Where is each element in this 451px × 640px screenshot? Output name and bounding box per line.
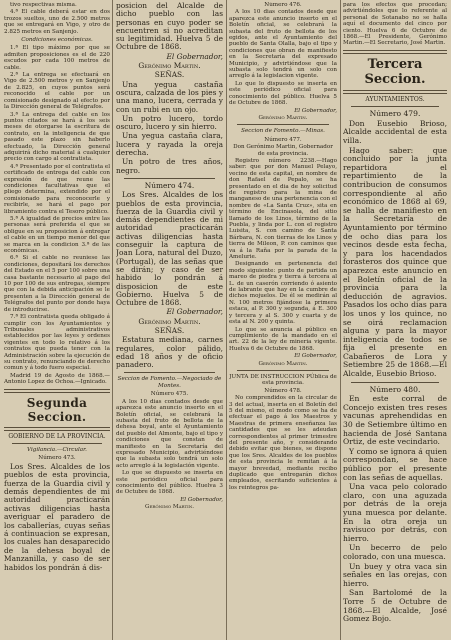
signature-title: El Gobernador, <box>294 107 337 114</box>
heading: SEÑAS. <box>154 325 185 335</box>
paragraph: Una yegua castaña oscura, calzada de los pies y una mano, lucera, cerrada y con un rubi en un ojo. <box>116 79 223 114</box>
paragraph: Lo que se anuncia al público en cumplimiento de la mandado en el art. 22 de la ley de mineria vigente. Huelva 6 de Octubre de 1868. <box>229 326 337 352</box>
signature-title: El Gobernador, <box>180 496 223 503</box>
paragraph: Lo que se dispuesto se inserta en este periódico oficial para conocimiento del público. Huelva 3 de Octubre de 1868. <box>116 470 223 496</box>
notice-number: Número 480. <box>369 384 421 394</box>
divider <box>4 427 110 431</box>
signature-title: El Gobernador, <box>166 51 223 61</box>
notice-number: Número 474. <box>144 180 195 190</box>
paragraph: Designando en pertenencia del modo siguiente: punto de partida un mareo de piedra y tierra á tercera al L. de un caserón corriendo ó asiento de labrante que hay en la cumbre de dichos mojuelos. De él se medirán al N. 100 metros fijándose la primera estaca, al P. 300 y segunda, á E. 300 y tercera y al S. 300 y cuarta y de esta al N. 200 y quinta. <box>229 261 337 326</box>
paragraph: Una vaca pelo colorado claro, con una aguzada por detrás de la oreja yuna muesca por delante. En la otra oreja un ravisuco por detrás, con hierro. <box>343 482 447 543</box>
paragraph: Hago saber: que concluido por la junta repartidora el repartimiento de la contribucion de consumos correspondiente al año económico de 1868 al 69, se halla de manifiesto en la Secretaría de Ayuntamiento por término de ocho dias para los vecinos desde esta fecha, y para los hacendados forasteros dos quince que aparezca este anuncio en el Boletín oficial de la provincia para la deducción de agravios. Pasados los ocho dias para los unos y los quince, no se oirá reclamacion alguna y para la mayor inteligencia de todos se fija el presente en Cabañeros de Lora y Setiembre 25 de 1868.—El Alcalde, Eusebio Brioso. <box>343 145 447 379</box>
paragraph: Una yegua castaña clara, lucera y rayada la oreja derecha. <box>116 131 223 158</box>
signature-name: Gerónimo Martin. <box>145 504 194 511</box>
heading: JUNTA DE INSTRUCCION PÚblica de esta provincia. <box>229 373 337 387</box>
paragraph: 6.ª Si el cable no reuniese las condiciones, depositará los derechos del Estado en el 5 por 100 sobre una casa bastante necesario al pago del 10 por 100 de sus entregas, siempre que con la debida anticipación se le presenten a la Dirección general de Telégrafos del punto por donde haya de introducirse. <box>4 255 110 313</box>
paragraph: Un becerro de pelo colorado, con una muesca. <box>343 543 447 561</box>
notice-number: Número 475. <box>150 391 189 398</box>
paragraph: 4.ª Presentado por el contratista el certificado de entrega del cable con expresión de que reune las condiciones facultativas que el pliego determina, extendido por el comisionado para reconocerle y recibirle, se hará el pago por libramiento contra el Tesoro público. <box>4 163 110 215</box>
paragraph: Y como se ignora á quien correspondan, se hace público por el presente con las señas de aquellas. <box>343 446 447 482</box>
column-1 <box>4 2 110 638</box>
divider <box>343 90 447 94</box>
paragraph: Los Sres. Alcaldes de los pueblos de esta provincia, fuerza de la Guardia civil y demás dependientes de mi autoridad practicarán activas diligencias hasta conseguir la captura de Joan Lora, natural del Duzo, (Portugal), de las señas que se dirán; y caso de ser habido lo pondrán á disposicion de este Gobierno. Huelva 5 de Octubre de 1868. <box>116 190 223 308</box>
paragraph: En este corral de Concejo existen tres reses vacunas aprehendidas en 30 de Setiembre último en hacienda de José Santana Ortiz, de este vecindario. <box>343 394 447 447</box>
divider <box>4 389 110 393</box>
paragraph: 7.ª El contratista queda obligado á cumplir con los Ayuntamientos y Tribunales administrativos establecidos por las leyes y ordenes vigentes en todo lo relativo á los contratos que pueda tener con la Administración sobre la ejecución de su contrato, renunciando de derecho comun y á todo fuero especial. <box>4 314 110 372</box>
paragraph: 5.ª A igualdad de precios entre las personas será preferida el que se obligue en su proposicion á entregar el cable en un tiempo menor del que se marca en la condicion 3.ª de las económicas. <box>4 216 110 255</box>
paragraph: tivo respectivas misma. <box>10 2 77 8</box>
column-rule <box>112 0 113 640</box>
signature-name: Gerónimo Martin. <box>258 360 308 367</box>
divider <box>343 50 447 54</box>
paragraph: 4.ª El cable deberá estar en dos trozos sueltos, uno de 2.500 metros que se entregará en Vigo, y otro de 2.825 metros en Sanjenjo. <box>4 9 110 35</box>
column-2 <box>116 2 223 638</box>
divider <box>12 443 102 444</box>
subheading: Don Gerónimo Martin, Gobernador de esta provincia. <box>233 144 333 157</box>
paragraph: 2.ª La entrega se efectuará en Vigo de 2.500 metros y en Sanjenjo de 2.825, en cuyos puntos será reconocido el cable por un comisionado designado al efecto por la Dirección general de Telégrafos. <box>4 72 110 111</box>
divider <box>237 370 329 371</box>
section-title: Tercera Seccion. <box>364 56 426 87</box>
heading: SEÑAS. <box>154 70 185 80</box>
paragraph: Los Sres. Alcaldes de los pueblos de esta provincia, fuerza de la Guardia civil y demás dependientes de mi autoridad practicarán activas diligencias hasta averiguar el paradero de los caballerías, cuyas señas á continuacion se expresan, los cuales han desaparecido de la dehesa boyal de Manzanilla, y caso de ser habidos los pondrán á dis- <box>4 461 110 572</box>
column-3 <box>229 2 337 638</box>
signature-title: El Gobernador, <box>294 353 337 360</box>
heading: Seccion de Fomento.—Minas. <box>241 128 325 135</box>
subsection-title: GOBIERNO DE LA PROVINCIA. <box>8 432 106 440</box>
notice-number: Número 479. <box>369 109 421 119</box>
signature-name: Gerónimo Martin. <box>258 114 308 121</box>
notice-number: Número 476. <box>264 2 302 8</box>
heading: Condiciones económicas. <box>21 37 93 44</box>
paragraph: Un buey y otra vaca sin señales en las orejas, con hierro. <box>343 561 447 588</box>
divider <box>124 372 215 373</box>
divider <box>351 382 439 383</box>
divider <box>237 124 329 125</box>
paragraph: A los 10 dias contados desde que aparezca este anuncio inserto en el Boletín oficial, se celebrará la subasta del fruto de bellota de la dehesa boyal, ante el Ayuntamiento del pueblo del Almonte, bajo el tipo y condiciones que constan de manifiesto en la Secretaría del expresado Municipio, advirtiéndose que la subasta solo tendrá un solo acto arreglo á la legislación vigente. <box>116 398 223 469</box>
heading: Vigilancia.—Circular. <box>27 446 87 453</box>
paragraph: No comprendidos en la circular de 3 del actual, inserta en el Boletín del 5 del mismo, el modo como se ha de efectuar el pago á los Maestros y Maestras de primera enseñanza las cantidades que se les adeudan correspondientes al primer trimestre del presente año, y considerando debido evitar que bienes, se dispone que los Sres. Alcaldes de los pueblos de esta provincia le remitan á la mayor brevedad, mediante recibo duplicado que entregarán dichos empleados, escritando suficientes á los reintegros pa- <box>229 395 337 491</box>
column-4 <box>343 2 447 638</box>
paragraph: A los 10 dias contados desde que aparezca este anuncio inserto en el Boletín oficial, se celebrará la subasta del fruto de bellota de los egidos, ante el Ayuntamiento del pueblo de Santa Olalla, bajo el tipo y condiciones que obran de manifiesto en la Secretaría del expresado Municipio, y advirtiéndose que la subasta solo tendrá un solo con arreglo á la legislacion vigente. <box>229 9 337 80</box>
paragraph: para los efectos que procedan; advirtiéndoles que lo referente al personal de Sotanabo no se halla aquí el documento del cinco por ciento. Huelva 6 de Octubre de 1868.—El Presidente, Gerónimo Martin.—El Secretario, José Martin. <box>343 2 447 47</box>
paragraph: Lo que lo dispuesto se inserta en este periódico oficial para conocimiento del público. Huelva 5 de Octubre de 1868. <box>229 80 337 107</box>
signature-name: Gerónimo Martin. <box>138 61 201 71</box>
paragraph: posicion del Alcalde de dicho pueblo con las personas en cuyo poder se encuentren si no acreditan su legitimidad. Huelva 5 de Octubre de 1868. <box>116 2 223 52</box>
column-rule <box>340 0 341 640</box>
signature-title: El Gobernador, <box>166 307 223 317</box>
paragraph: Estatura mediana, carnes regulares, color pálido, edad 18 años y de oficio panadero. <box>116 335 223 370</box>
paragraph: Un potro lucero, tordo oscuro, lucero y sin hierro. <box>116 113 223 132</box>
notice-number: Número 477. <box>264 136 302 143</box>
paragraph: Don Eusebio Brioso, Alcalde accidental de esta villa. <box>343 118 447 146</box>
column-rule <box>226 0 227 640</box>
heading: Seccion de Fomento.—Negociado de Montes. <box>117 376 222 389</box>
notice-number: Número 478. <box>264 387 302 394</box>
paragraph: Madrid 19 de Agosto de 1868.— Antonio Lopez de Ochoa.—Ignicado. <box>4 372 110 386</box>
divider <box>124 178 215 179</box>
notice-number: Número 473. <box>38 455 76 462</box>
paragraph: Registro número 2238.—Hago saber: que por don Manuel Pelayo, vecino de esta capital, en nombre de don Rafael de Pepalo, se ha presentado en el dia de hoy solicitud de registro para la mina de manganeso de una pertenencia con el nombre de «La Santa Cruz», sita en término de Encinasola, del sitio llamado de los Linos, término de la Puebla, y linda por L. con el registro Luisita, S. con camino de Santa Bárbara, N. con tierras de los Linos y tierra de Mileon, P. con caminos que va á la Raña por la parada de la Amelurie. <box>229 157 337 261</box>
paragraph: 3.ª La entrega del cable en los puntos citados se hará á los seis meses de otorgarse la escritura de contrato, en la inteligencia de que pasado este plazo sin haberlo efectuado, la Dirección general adquirirá dicho material á cualquier precio con cargo al contratista. <box>4 111 110 163</box>
section-title: Segunda Seccion. <box>26 395 88 424</box>
paragraph: 1.ª El tipo máximo por que se admiten proposiciones es el de 220 escudos por cada 100 metros de cable. <box>4 45 110 71</box>
paragraph: Un potro de tres años, negro. <box>116 157 223 175</box>
paragraph: San Bartolomé de la Torre 5 de Octubre de 1868.—El Alcalde, José Gomez Bojo. <box>343 588 447 624</box>
divider <box>351 106 439 107</box>
subsection-title: AYUNTAMIENTOS. <box>365 95 425 103</box>
signature-name: Gerónimo Martin. <box>138 316 201 326</box>
